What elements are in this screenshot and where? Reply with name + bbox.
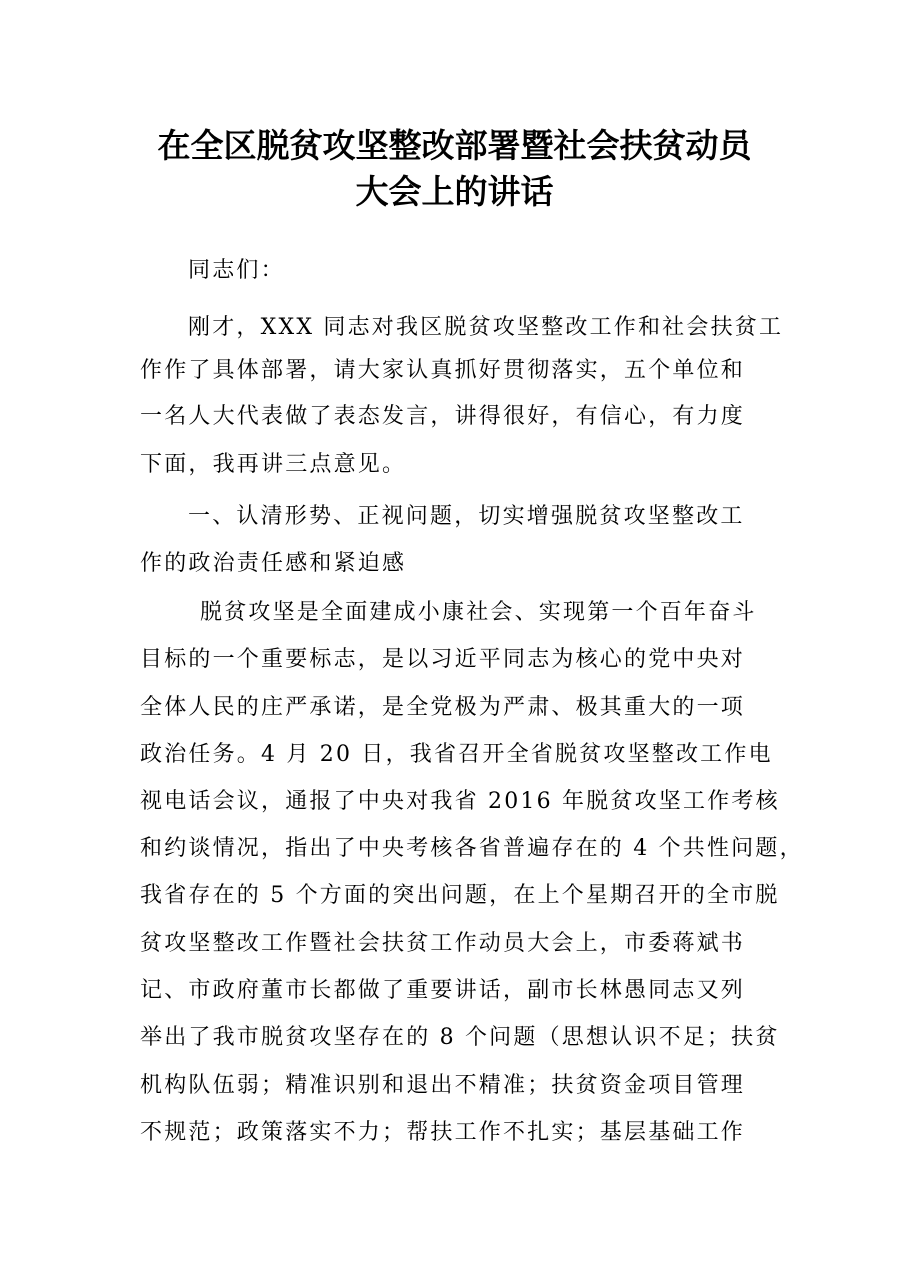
paragraph-line: 全体人民的庄严承诺，是全党极为严肃、极其重大的一项 [140,695,746,720]
paragraph-line: 一名人大代表做了表态发言，讲得很好，有信心，有力度 [140,404,746,429]
paragraph-line: 脱贫攻坚是全面建成小康社会、实现第一个百年奋斗 [200,600,757,625]
document-title-line-1: 在全区脱贫攻坚整改部署暨社会扶贫动员 [157,126,752,165]
paragraph-line: 举出了我市脱贫攻坚存在的 8 个问题（思想认识不足；扶贫 [140,1025,780,1050]
paragraph-line: 视电话会议，通报了中央对我省 2016 年脱贫攻坚工作考核 [140,789,780,814]
paragraph-line: 不规范；政策落实不力；帮扶工作不扎实；基层基础工作 [140,1120,746,1145]
salutation: 同志们： [188,258,285,283]
document-title-line-2: 大会上的讲话 [355,172,554,211]
paragraph-line: 下面，我再讲三点意见。 [140,452,407,477]
section-heading-line: 作的政治责任感和紧迫感 [140,551,407,576]
paragraph-line: 政治任务。4 月 20 日，我省召开全省脱贫攻坚整改工作电 [140,742,773,767]
paragraph-line: 作作了具体部署，请大家认真抓好贯彻落实，五个单位和 [140,358,746,383]
paragraph-line: 记、市政府董市长都做了重要讲话，副市长林愚同志又列 [140,978,746,1003]
paragraph-line: 目标的一个重要标志，是以习近平同志为核心的党中央对 [140,647,746,672]
paragraph-line: 我省存在的 5 个方面的突出问题，在上个星期召开的全市脱 [140,883,780,908]
section-heading-line: 一、认清形势、正视问题，切实增强脱贫攻坚整改工 [188,504,745,529]
paragraph-line: 机构队伍弱；精准识别和退出不精准；扶贫资金项目管理 [140,1073,746,1098]
paragraph-line: 刚才，XXX 同志对我区脱贫攻坚整改工作和社会扶贫工 [188,315,784,340]
paragraph-line: 贫攻坚整改工作暨社会扶贫工作动员大会上，市委蒋斌书 [140,931,746,956]
paragraph-line: 和约谈情况，指出了中央考核各省普遍存在的 4 个共性问题， [140,836,804,861]
